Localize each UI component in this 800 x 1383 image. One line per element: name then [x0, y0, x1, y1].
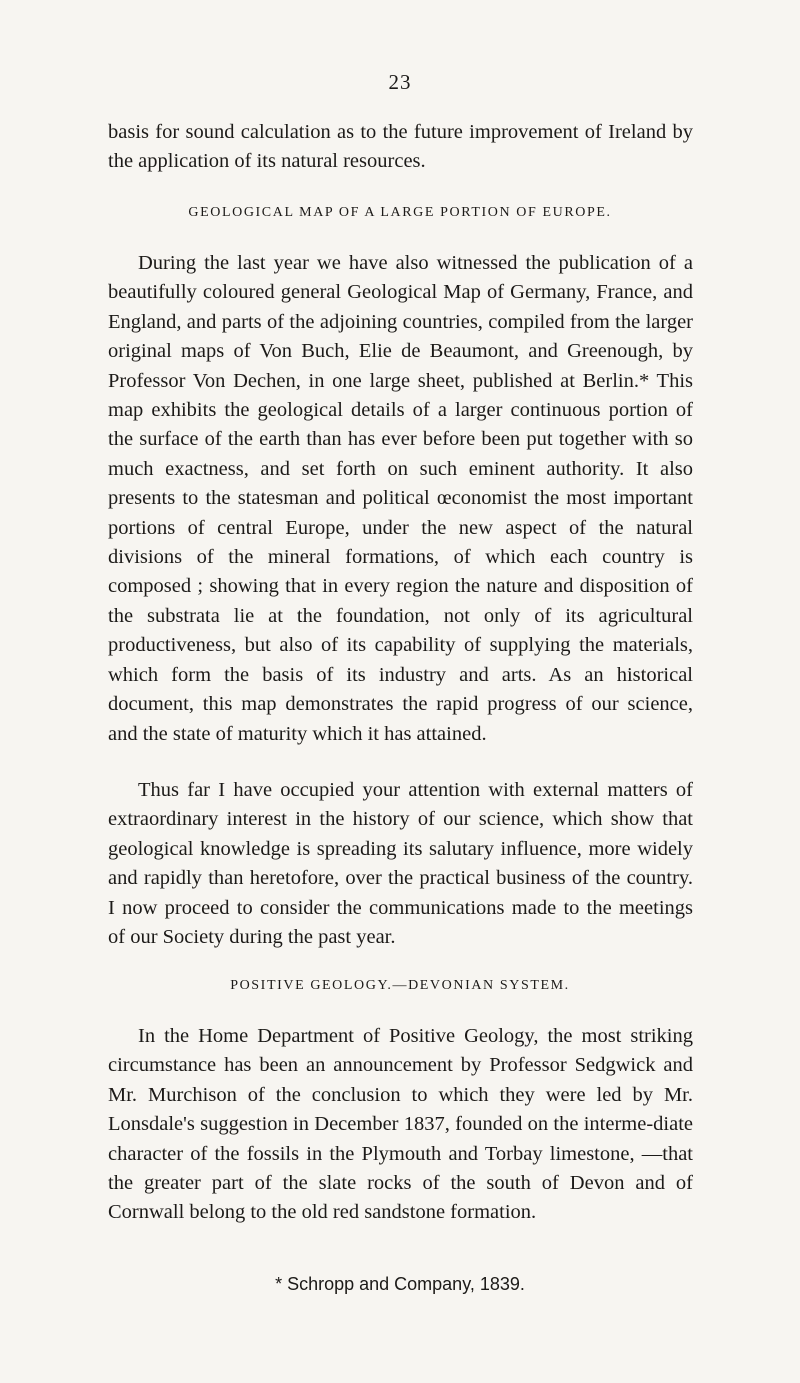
external-matters-paragraph	[108, 776, 693, 952]
map-paragraph	[108, 249, 693, 749]
footnote: * Schropp and Company, 1839.	[275, 1274, 525, 1294]
section-heading-positive-geology: POSITIVE GEOLOGY.—DEVONIAN SYSTEM.	[230, 978, 570, 993]
intro-paragraph	[108, 118, 693, 177]
intro-text: basis for sound calculation as to the future improvement of Ireland by the application of its natural resources.	[108, 121, 693, 173]
map-paragraph-text: During the last year we have also witnessed the publication of a beautifully coloured general Geological Map of Germany, France, and England, and parts of the adjoining countries, compiled from the larger original maps of Von Buch, Elie de Beaumont, and Greenough, by Professor Von Dechen, in one large sheet, published at Berlin.* This map exhibits the geological details of a larger continuous portion of the surface of the earth than has ever before been put together with so much exactness, and set forth on such eminent authority. It also presents to the statesman and political œconomist the most important portions of central Europe, under the new aspect of the natural divisions of the mineral formations, of which each country is composed ; showing that in every region the nature and disposition of the substrata lie at the foundation, not only of its agricultural productiveness, but also of its capability of supplying the materials, which form the basis of its industry and arts. As an historical document, this map demonstrates the rapid progress of our science, and the state of maturity which it has attained.	[108, 252, 693, 745]
devonian-paragraph-text: In the Home Department of Positive Geology, the most striking circumstance has been an announcement by Professor Sedgwick and Mr. Murchison of the conclusion to which they were led by Mr. Lonsdale's suggestion in December 1837, founded on the interme-diate character of the fossils in the Plymouth and Torbay limestone, —that the greater part of the slate rocks of the south of Devon and of Cornwall belong to the old red sandstone formation.	[108, 1025, 693, 1224]
external-matters-text: Thus far I have occupied your attention with external matters of extraordinary interest in the history of our science, which show that geological knowledge is spreading its salutary influence, more widely and rapidly than heretofore, over the practical business of the country. I now proceed to consider the communications made to the meetings of our Society during the past year.	[108, 779, 693, 949]
section-heading-geological-map: GEOLOGICAL MAP OF A LARGE PORTION OF EUROPE.	[188, 205, 612, 220]
devonian-paragraph	[108, 1022, 693, 1228]
page-number: 23	[388, 70, 412, 94]
